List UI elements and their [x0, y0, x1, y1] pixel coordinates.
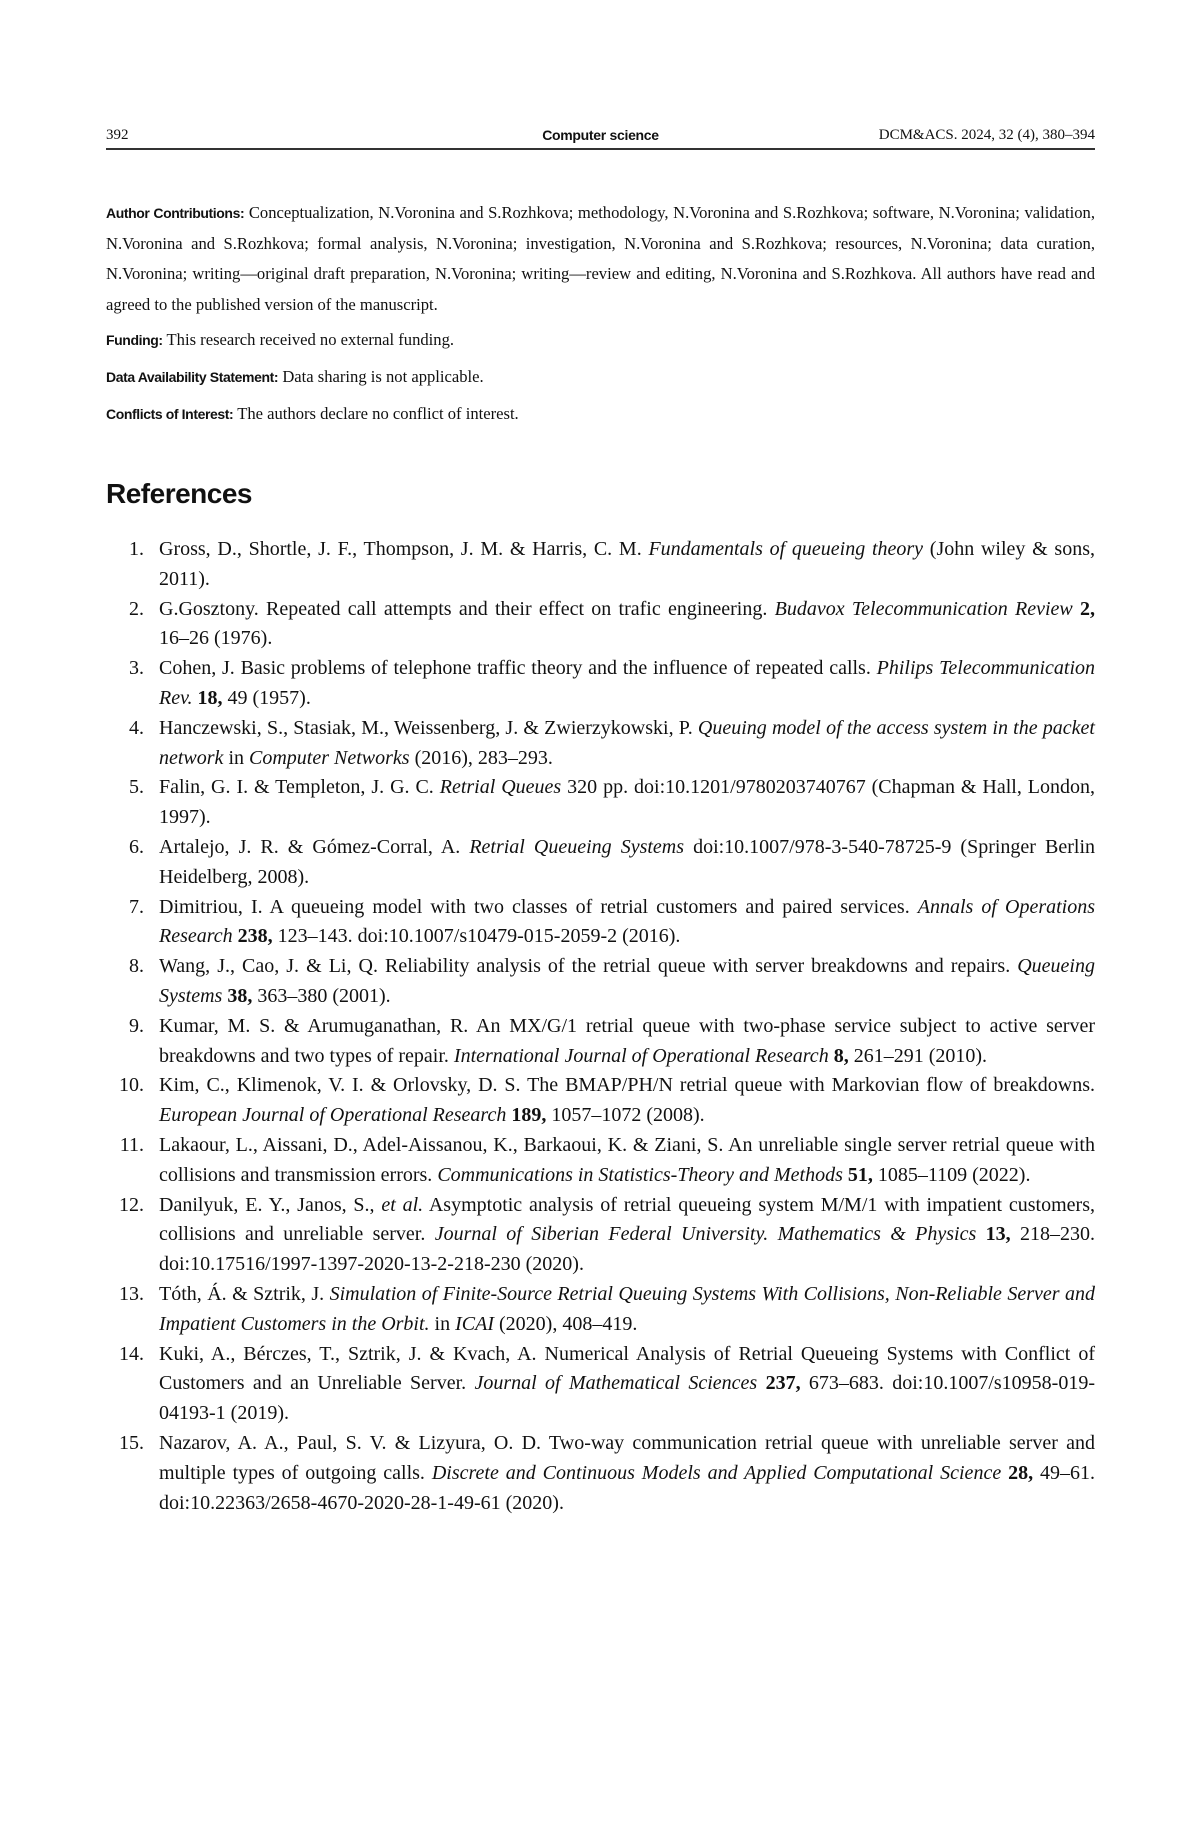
reference-text: Hanczewski, S., Stasiak, M., Weissenberg, J. & Zwierzykowski, P. [159, 717, 698, 739]
reference-number: 1. [106, 535, 144, 565]
reference-item [106, 714, 1095, 774]
references-heading: References [106, 478, 252, 510]
reference-number: 3. [106, 654, 144, 684]
reference-text: 261–291 (2010). [849, 1045, 987, 1067]
reference-title: Budavox Telecommunication Review [775, 598, 1073, 620]
reference-item [106, 1012, 1095, 1072]
reference-number: 2. [106, 595, 144, 625]
reference-item [106, 773, 1095, 833]
reference-text: 363–380 (2001). [252, 985, 390, 1007]
reference-text [757, 1372, 765, 1394]
reference-item [106, 654, 1095, 714]
reference-item [106, 535, 1095, 595]
reference-volume: 18, [198, 687, 223, 709]
reference-list [106, 535, 1095, 1518]
reference-text: in [430, 1313, 456, 1335]
funding-label: Funding: [106, 332, 163, 348]
reference-title: ICAI [455, 1313, 494, 1335]
reference-volume: 13, [986, 1223, 1011, 1245]
reference-text: 49–61. doi:10.22363/2658-4670-2020-28-1-49-61 (2020). [159, 1462, 1095, 1514]
reference-text: 673–683. doi:10.1007/s10958-019-04193-1 (2019). [159, 1372, 1095, 1424]
author-contributions-text: Conceptualization, N.Voronina and S.Rozhkova; methodology, N.Voronina and S.Rozhkova; software, N.Voronina; validation, N.Voronina and S.Rozhkova; formal analysis, N.Voronina; investigation, N.Voronina and S.Rozhkova; resources, N.Voronina; data curation, N.Voronina; writing—original draft preparation, N.Voronina; writing—review and editing, N.Voronina and S.Rozhkova. All authors have read and agreed to the published version of the manuscript. [106, 203, 1095, 314]
conflicts-label: Conflicts of Interest: [106, 406, 233, 422]
section-title: Computer science [106, 127, 1095, 143]
reference-number: 12. [106, 1191, 144, 1221]
reference-text: (2016), 283–293. [410, 747, 553, 769]
reference-text: 49 (1957). [223, 687, 311, 709]
data-availability [106, 362, 1095, 393]
reference-volume: 38, [227, 985, 252, 1007]
reference-text: Kuki, A., Bérczes, T., Sztrik, J. & Kvach, A. Numerical Analysis of Retrial Queueing Systems with Conflict of Customers and an Unreliable Server. [159, 1343, 1095, 1395]
reference-volume: 238, [238, 925, 273, 947]
reference-item [106, 1191, 1095, 1280]
reference-number: 11. [106, 1131, 144, 1161]
reference-item [106, 1071, 1095, 1131]
reference-text: in [223, 747, 249, 769]
reference-item [106, 952, 1095, 1012]
funding-text: This research received no external funding. [167, 330, 455, 349]
reference-item [106, 1429, 1095, 1518]
reference-title: International Journal of Operational Research [454, 1045, 829, 1067]
reference-number: 6. [106, 833, 144, 863]
reference-text: Kim, C., Klimenok, V. I. & Orlovsky, D. S. The BMAP/PH/N retrial queue with Markovian flow of breakdowns. [159, 1074, 1095, 1096]
reference-text: 16–26 (1976). [159, 627, 272, 649]
reference-text: Artalejo, J. R. & Gómez-Corral, A. [159, 836, 469, 858]
reference-volume: 189, [511, 1104, 546, 1126]
reference-title: Queuing model of the access system in the packet network [159, 717, 1095, 769]
reference-title: Retrial Queueing Systems [469, 836, 684, 858]
conflicts-text: The authors declare no conflict of interest. [237, 404, 519, 423]
reference-text: Cohen, J. Basic problems of telephone traffic theory and the influence of repeated calls. [159, 657, 877, 679]
reference-text: Gross, D., Shortle, J. F., Thompson, J. M. & Harris, C. M. [159, 538, 648, 560]
reference-title: Philips Telecommunication Rev. [159, 657, 1095, 709]
reference-title: Queueing Systems [159, 955, 1095, 1007]
reference-text: (John wiley & sons, 2011). [159, 538, 1095, 590]
reference-number: 10. [106, 1071, 144, 1101]
reference-number: 5. [106, 773, 144, 803]
reference-title: Communications in Statistics-Theory and Methods [437, 1164, 843, 1186]
reference-number: 13. [106, 1280, 144, 1310]
reference-text: 1085–1109 (2022). [873, 1164, 1031, 1186]
data-availability-text: Data sharing is not applicable. [282, 367, 483, 386]
reference-text: 1057–1072 (2008). [546, 1104, 704, 1126]
reference-title: et al. [381, 1194, 423, 1216]
reference-title: Annals of Operations Research [159, 896, 1095, 948]
funding [106, 325, 1095, 356]
author-contributions-label: Author Contributions: [106, 205, 244, 221]
reference-item [106, 595, 1095, 655]
reference-item [106, 1340, 1095, 1429]
reference-title: Fundamentals of queueing theory [648, 538, 923, 560]
reference-title: Journal of Siberian Federal University. Mathematics & Physics [435, 1223, 977, 1245]
reference-number: 9. [106, 1012, 144, 1042]
reference-text: 123–143. doi:10.1007/s10479-015-2059-2 (2016). [273, 925, 681, 947]
reference-number: 4. [106, 714, 144, 744]
reference-text: G.Gosztony. Repeated call attempts and their effect on trafic engineering. [159, 598, 775, 620]
reference-text: Tóth, Á. & Sztrik, J. [159, 1283, 330, 1305]
reference-number: 8. [106, 952, 144, 982]
reference-title: Discrete and Continuous Models and Applied Computational Science [432, 1462, 1001, 1484]
reference-title: Computer Networks [249, 747, 410, 769]
reference-item [106, 1131, 1095, 1191]
reference-text: Wang, J., Cao, J. & Li, Q. Reliability analysis of the retrial queue with server breakdowns and repairs. [159, 955, 1017, 977]
reference-title: Journal of Mathematical Sciences [475, 1372, 758, 1394]
reference-text: Danilyuk, E. Y., Janos, S., [159, 1194, 381, 1216]
reference-volume: 8, [834, 1045, 849, 1067]
conflicts-of-interest [106, 399, 1095, 430]
reference-title: Simulation of Finite-Source Retrial Queuing Systems With Collisions, Non-Reliable Server and Impatient Customers in the Orbit. [159, 1283, 1095, 1335]
reference-text: Falin, G. I. & Templeton, J. G. C. [159, 776, 440, 798]
reference-volume: 28, [1008, 1462, 1033, 1484]
reference-text [976, 1223, 985, 1245]
reference-number: 14. [106, 1340, 144, 1370]
reference-volume: 237, [766, 1372, 801, 1394]
reference-text: doi:10.1007/978-3-540-78725-9 (Springer Berlin Heidelberg, 2008). [159, 836, 1095, 888]
reference-text: Kumar, M. S. & Arumuganathan, R. An MX/G/1 retrial queue with two-phase service subject to active server breakdowns and two types of repair. [159, 1015, 1095, 1067]
running-header [106, 124, 1095, 150]
reference-item [106, 833, 1095, 893]
reference-text: Nazarov, A. A., Paul, S. V. & Lizyura, O. D. Two-way communication retrial queue with unreliable server and multiple types of outgoing calls. [159, 1432, 1095, 1484]
reference-text: Dimitriou, I. A queueing model with two classes of retrial customers and paired services. [159, 896, 918, 918]
reference-text: (2020), 408–419. [494, 1313, 637, 1335]
author-contributions [106, 198, 1095, 320]
reference-text: Asymptotic analysis of retrial queueing system M/M/1 with impatient customers, collisions and unreliable server. [159, 1194, 1095, 1246]
reference-item [106, 1280, 1095, 1340]
reference-title: European Journal of Operational Research [159, 1104, 506, 1126]
page-number: 392 [106, 127, 129, 144]
reference-volume: 51, [848, 1164, 873, 1186]
reference-item [106, 893, 1095, 953]
reference-title: Retrial Queues [440, 776, 561, 798]
data-availability-label: Data Availability Statement: [106, 369, 278, 385]
reference-text [1073, 598, 1080, 620]
reference-text: Lakaour, L., Aissani, D., Adel-Aissanou, K., Barkaoui, K. & Ziani, S. An unreliable single server retrial queue with collisions and transmission errors. [159, 1134, 1095, 1186]
journal-citation: DCM&ACS. 2024, 32 (4), 380–394 [879, 127, 1095, 144]
reference-text: 218–230. doi:10.17516/1997-1397-2020-13-2-218-230 (2020). [159, 1223, 1095, 1275]
reference-number: 7. [106, 893, 144, 923]
reference-volume: 2, [1080, 598, 1095, 620]
reference-text: 320 pp. doi:10.1201/9780203740767 (Chapman & Hall, London, 1997). [159, 776, 1095, 828]
reference-number: 15. [106, 1429, 144, 1459]
